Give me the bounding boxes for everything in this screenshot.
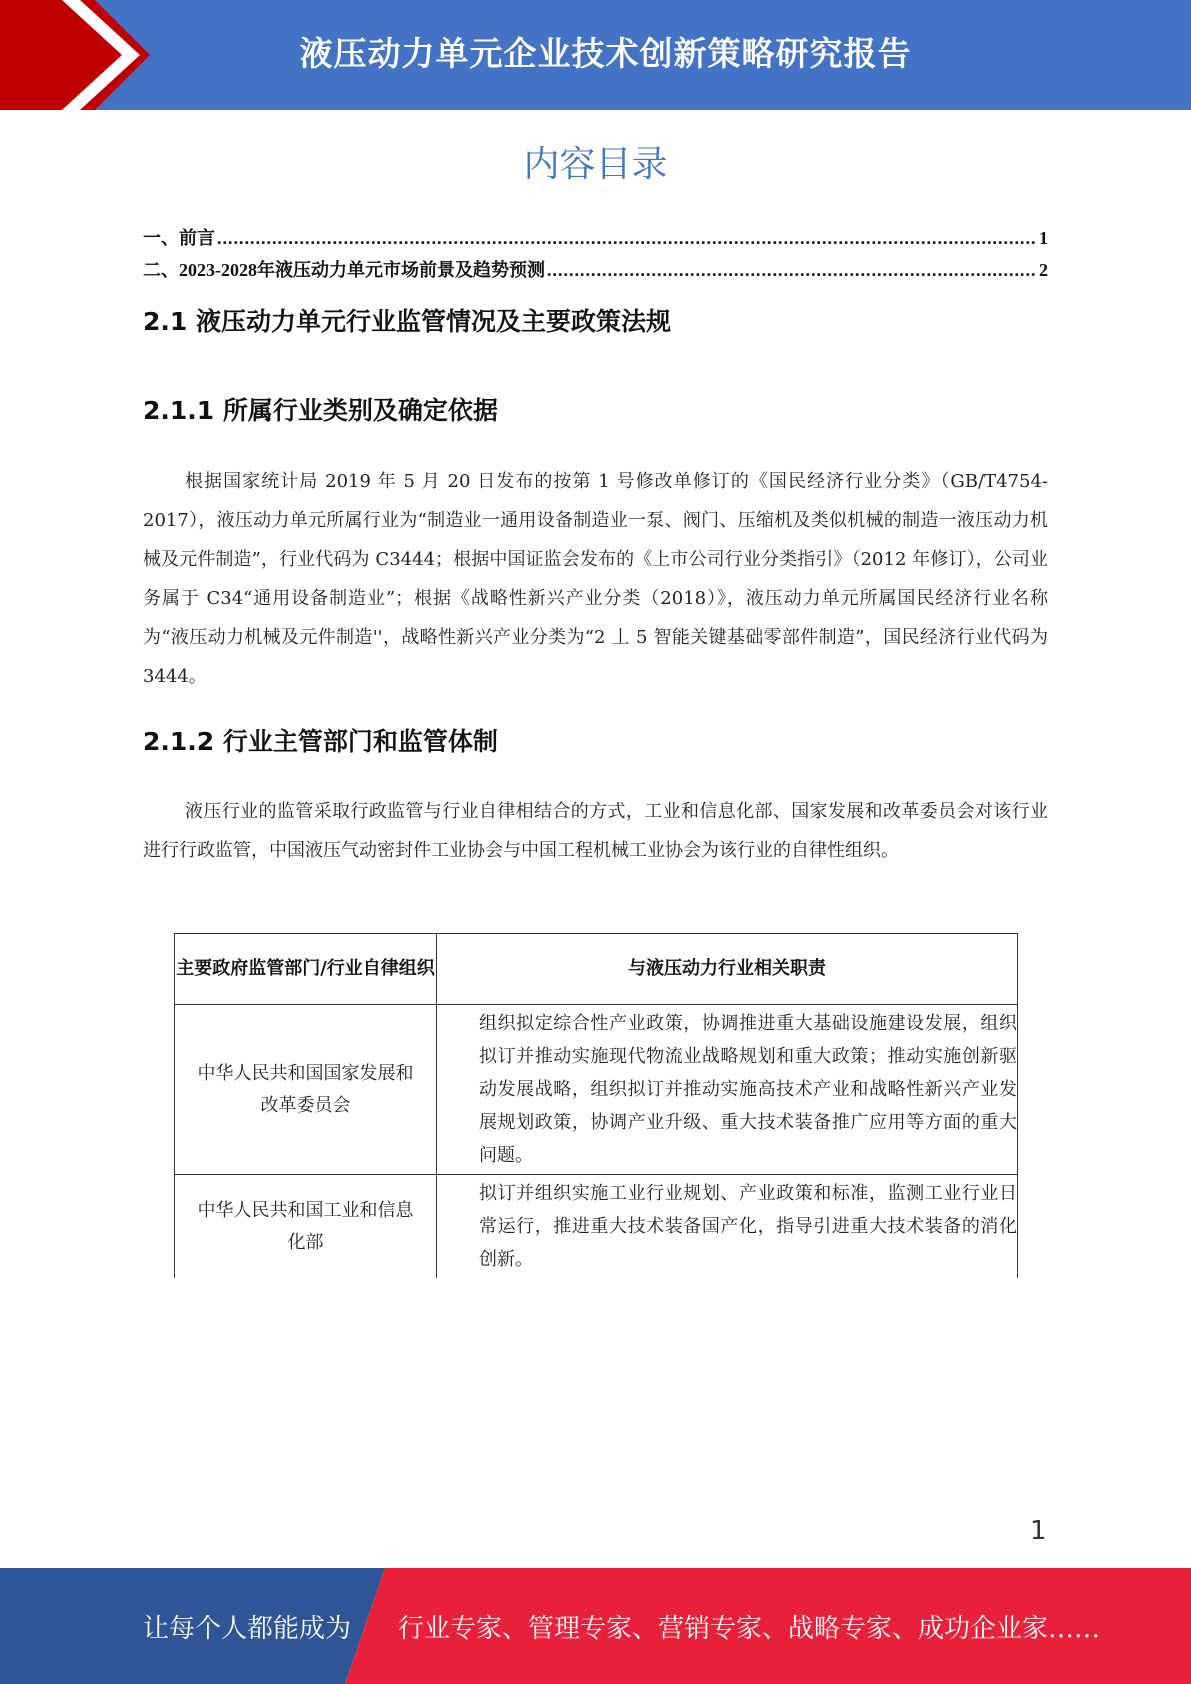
toc-title: 内容目录 — [523, 144, 668, 185]
toc-entry[interactable] — [143, 256, 1048, 282]
report-footer — [0, 1568, 1191, 1684]
section-heading-2-1-2: 2.1.2 行业主管部门和监管体制 — [143, 727, 498, 756]
toc-entry-label: 二、2023-2028年液压动力单元市场前景及趋势预测 — [143, 260, 545, 280]
page-number: 1 — [1030, 1516, 1047, 1546]
table-cell-org: 中华人民共和国工业和信息化部 — [175, 1175, 437, 1279]
table-cell-duty: 拟订并组织实施工业行业规划、产业政策和标准，监测工业行业日常运行，推进重大技术装备国产化，指导引进重大技术装备的消化创新。 — [437, 1175, 1018, 1279]
toc-entry-page: 2 — [1039, 260, 1048, 280]
table-cell-org: 中华人民共和国国家发展和改革委员会 — [175, 1005, 437, 1175]
toc-entry-label: 一、前言 — [143, 228, 215, 248]
footer-slogan-left: 让每个人都能成为 — [143, 1614, 352, 1644]
toc-leader-dots — [217, 228, 1037, 249]
report-title: 液压动力单元企业技术创新策略研究报告 — [299, 34, 912, 73]
table-header-row — [175, 934, 1018, 1005]
toc-entry[interactable] — [143, 224, 1048, 250]
table-cell-duty: 组织拟定综合性产业政策，协调推进重大基础设施建设发展，组织拟订并推动实施现代物流业战略规划和重大政策；推动实施创新驱动发展战略，组织拟订并推动实施高技术产业和战略性新兴产业发展规划政策，协调产业升级、重大技术装备推广应用等方面的重大问题。 — [437, 1005, 1018, 1175]
table-header-org: 主要政府监管部门/行业自律组织 — [175, 934, 437, 1005]
table-header-duty: 与液压动力行业相关职责 — [437, 934, 1018, 1005]
paragraph-industry-classification: 根据国家统计局 2019 年 5 月 20 日发布的按第 1 号修改单修订的《国民经济行业分类》（GB/T4754-2017），液压动力单元所属行业为“制造业一通用设备制造业一泵、阀门、压缩机及类似机械的制造一液压动力机械及元件制造”，行业代码为 C3444；根据中国证监会发布的《上市公司行业分类指引》（2012 年修订），公司业务属于 C34“通用设备制造业”；根据《战略性新兴产业分类（2018）》，液压动力单元所属国民经济行业名称为“液压动力机械及元件制造''，战略性新兴产业分类为“2 丄 5 智能关键基础零部件制造”，国民经济行业代码为 3444。 — [143, 471, 1048, 687]
toc-leader-dots — [547, 260, 1037, 281]
paragraph-regulatory-system: 液压行业的监管采取行政监管与行业自律相结合的方式，工业和信息化部、国家发展和改革委员会对该行业进行行政监管，中国液压气动密封件工业协会与中国工程机械工业协会为该行业的自律性组织。 — [143, 801, 1048, 861]
toc-entry-page: 1 — [1039, 228, 1048, 248]
footer-slogan-right: 行业专家、管理专家、营销专家、战略专家、成功企业家…… — [398, 1614, 1101, 1644]
section-heading-2-1: 2.1 液压动力单元行业监管情况及主要政策法规 — [143, 307, 671, 336]
table-row — [175, 1005, 1018, 1175]
section-heading-2-1-1: 2.1.1 所属行业类别及确定依据 — [143, 396, 498, 425]
report-header — [0, 0, 1191, 110]
regulators-table — [174, 933, 1018, 1278]
table-row — [175, 1175, 1018, 1279]
